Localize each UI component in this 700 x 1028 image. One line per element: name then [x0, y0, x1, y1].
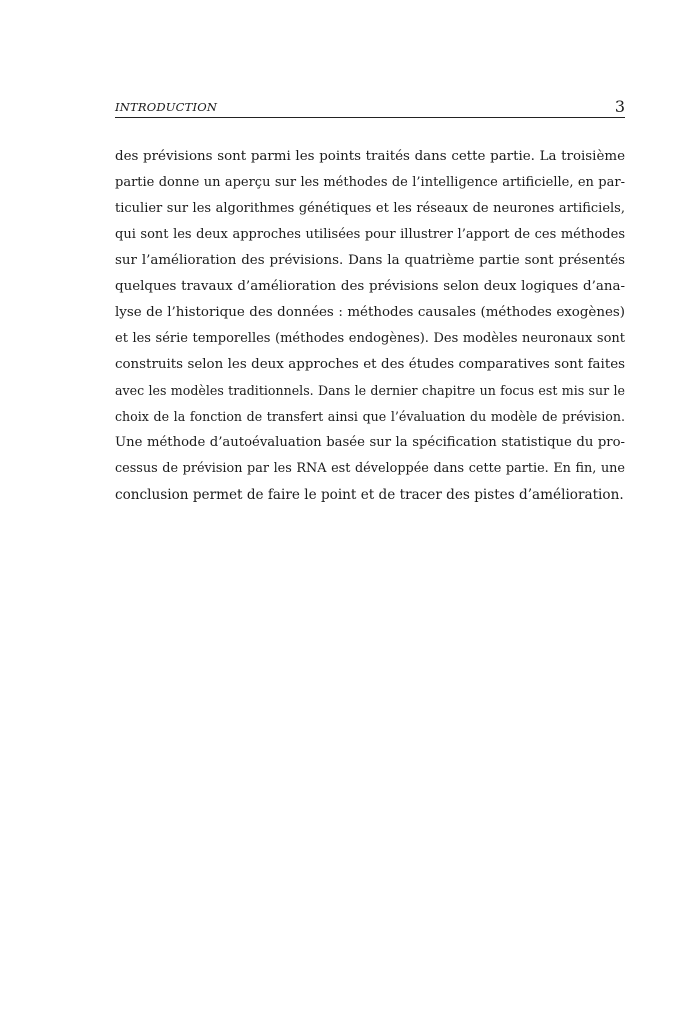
text-line: choix de la fonction de transfert ainsi que l’évaluation du modèle de prévision.: [115, 409, 625, 424]
page-number: 3: [614, 97, 625, 116]
text-line: Une méthode d’autoévaluation basée sur la spécification statistique du pro-: [115, 435, 625, 450]
body-paragraph: [115, 144, 625, 508]
page-header: [115, 97, 625, 118]
text-line: conclusion permet de faire le point et de tracer des pistes d’amélioration.: [115, 487, 624, 503]
text-line: des prévisions sont parmi les points traités dans cette partie. La troisième: [115, 149, 625, 164]
text-line: construits selon les deux approches et des études comparatives sont faites: [115, 357, 625, 372]
text-line: et les série temporelles (méthodes endogènes). Des modèles neuronaux sont: [115, 331, 625, 346]
text-line: qui sont les deux approches utilisées pour illustrer l’apport de ces méthodes: [115, 227, 625, 242]
text-line: lyse de l’historique des données : méthodes causales (méthodes exogènes): [115, 305, 625, 320]
text-line: avec les modèles traditionnels. Dans le dernier chapitre un focus est mis sur le: [115, 383, 625, 398]
text-line: sur l’amélioration des prévisions. Dans la quatrième partie sont présentés: [115, 253, 625, 268]
running-title: INTRODUCTION: [115, 100, 218, 114]
text-line: ticulier sur les algorithmes génétiques et les réseaux de neurones artificiels,: [115, 201, 625, 216]
text-line: cessus de prévision par les RNA est développée dans cette partie. En fin, une: [115, 461, 625, 476]
text-line: partie donne un aperçu sur les méthodes de l’intelligence artificielle, en par-: [115, 175, 625, 190]
text-line: quelques travaux d’amélioration des prévisions selon deux logiques d’ana-: [115, 279, 625, 294]
